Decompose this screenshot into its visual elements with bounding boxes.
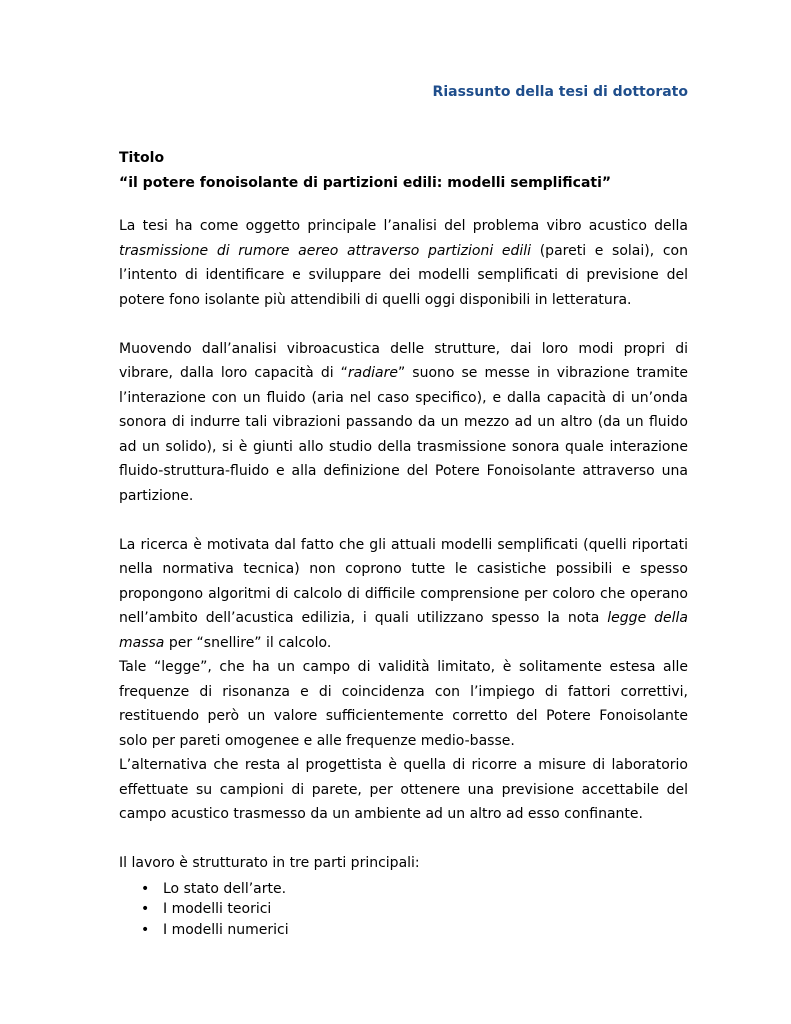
spacer bbox=[119, 195, 688, 214]
document-header-title: Riassunto della tesi di dottorato bbox=[432, 84, 688, 100]
paragraph-text: La tesi ha come oggetto principale l’analisi del problema vibro acustico della bbox=[119, 218, 688, 234]
paragraph-text: La ricerca è motivata dal fatto che gli attuali modelli semplificati (quelli riportati nella normativa tecnica) non coprono tutte le casistiche possibili e spesso propongono algoritmi di calcolo di difficile comprensione per coloro che operano nell’ambito dell’acustica edilizia, i quali utilizzano spesso la nota bbox=[119, 536, 688, 626]
paragraph-text: Muovendo dall’analisi vibroacustica delle strutture, dai loro modi propri di vibrare, dalla loro capacità di “ bbox=[119, 340, 688, 381]
document-body bbox=[119, 146, 688, 940]
spacer bbox=[119, 312, 688, 337]
bullet-icon: • bbox=[141, 921, 150, 938]
list-item bbox=[119, 920, 688, 941]
spacer bbox=[119, 827, 688, 852]
titolo-label: Titolo bbox=[119, 150, 165, 166]
list-item-text: I modelli teorici bbox=[163, 901, 272, 917]
paragraph-motivation bbox=[119, 533, 688, 656]
structure-list bbox=[119, 879, 688, 941]
paragraph-text: ” suono se messe in vibrazione tramite l’interazione con un fluido (aria nel caso specifico), e dalla capacità di un’onda sonora di indurre tali vibrazioni passando da un mezzo ad un altro (da un fluido ad un solido), si è giunti allo studio della trasmissione sonora quale interazione fluido-struttura-fluido e alla definizione del Potere Fonoisolante attraverso una partizione. bbox=[119, 365, 688, 504]
bullet-icon: • bbox=[141, 880, 150, 897]
paragraph-text: (pareti e solai), con l’intento di identificare e sviluppare dei modelli semplificati di previsione del potere fono isolante più attendibili di quelli oggi disponibili in letteratura. bbox=[119, 242, 688, 308]
paragraph-emphasis: radiare bbox=[347, 365, 398, 381]
paragraph-emphasis: trasmissione di rumore aereo attraverso partizioni edili bbox=[119, 242, 532, 259]
list-item bbox=[119, 899, 688, 920]
bullet-icon: • bbox=[141, 901, 150, 917]
spacer bbox=[119, 508, 688, 533]
paragraph-emphasis: legge della massa bbox=[119, 610, 688, 651]
list-item bbox=[119, 879, 688, 900]
structure-intro: Il lavoro è strutturato in tre parti principali: bbox=[119, 855, 420, 871]
list-item-text: Lo stato dell’arte. bbox=[163, 880, 287, 897]
paragraph-mass-law: Tale “legge”, che ha un campo di validità limitato, è solitamente estesa alle frequenze di risonanza e di coincidenza con l’impiego di fattori correttivi, restituendo però un valore sufficientemente corretto del Potere Fonoisolante solo per pareti omogenee e alle frequenze medio-basse. bbox=[119, 659, 688, 749]
paragraph-objective bbox=[119, 214, 688, 312]
thesis-title: “il potere fonoisolante di partizioni edili: modelli semplificati” bbox=[119, 174, 612, 191]
list-item-text: I modelli numerici bbox=[163, 921, 289, 938]
paragraph-text: per “snellire” il calcolo. bbox=[164, 634, 332, 651]
paragraph-vibroacoustic bbox=[119, 337, 688, 509]
paragraph-alternative: L’alternativa che resta al progettista è quella di ricorre a misure di laboratorio effettuate su campioni di parete, per ottenere una previsione accettabile del campo acustico trasmesso da un ambiente ad un altro ad esso confinante. bbox=[119, 757, 688, 822]
